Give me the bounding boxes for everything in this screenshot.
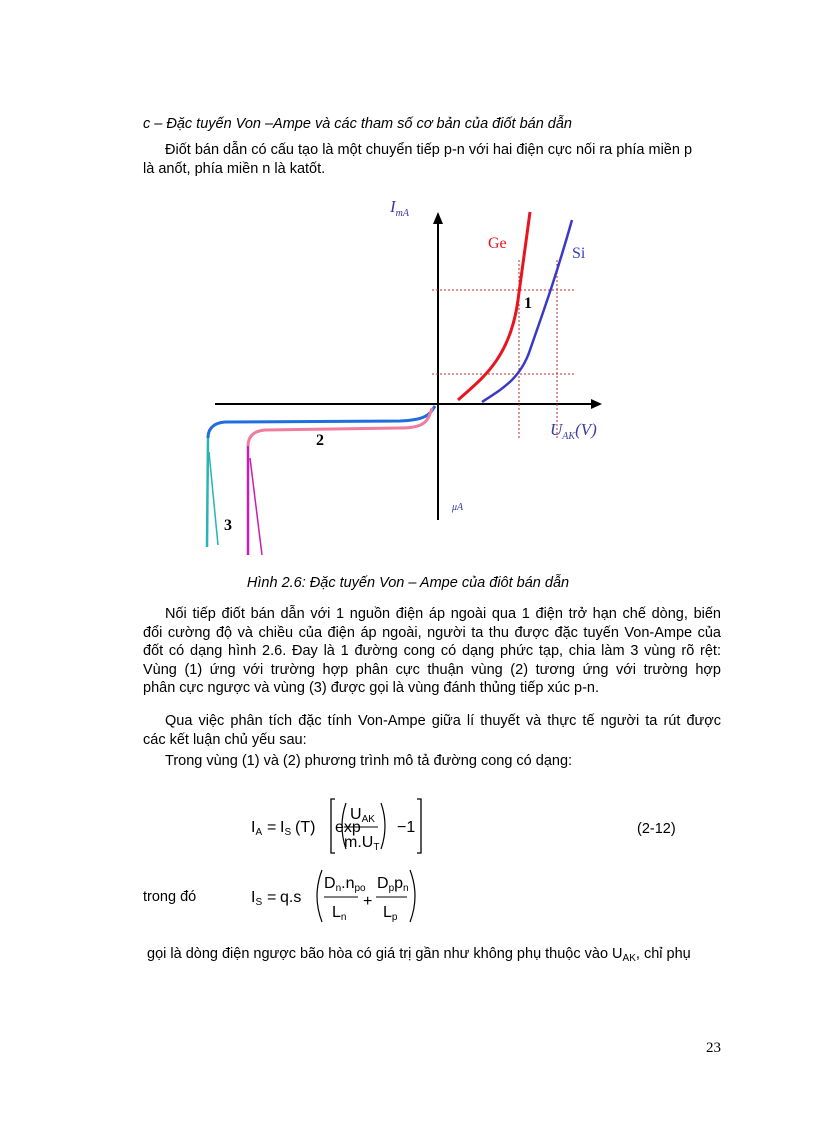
- paragraph-2: [143, 712, 721, 749]
- equation-number: (2-12): [637, 821, 676, 837]
- y-axis-arrow: [433, 212, 443, 224]
- last-line-sub: AK: [622, 953, 636, 964]
- intro-line-2: là anốt, phía miền n là katốt.: [143, 160, 326, 177]
- last-line: [143, 945, 721, 969]
- section-heading: c – Đặc tuyến Von –Ampe và các tham số cơ bản của điốt bán dẫn: [143, 116, 572, 132]
- eq1-numerator: UAK: [350, 806, 375, 825]
- para1-line-3: đốt có dạng hình 2.6. Đay là 1 đường cong có dạng phức tạp, chia làm 3 vùng rõ rệt:: [143, 643, 721, 659]
- page-number: 23: [706, 1040, 721, 1056]
- eq1-denominator: m.UT: [344, 834, 380, 853]
- x-axis-label: $U_{AK}(V)$: [550, 420, 597, 442]
- para2-line-1: Qua việc phân tích đặc tính Von-Ampe giữa lí thuyết và thực tế người ta rút được: [165, 713, 721, 729]
- pink-reverse-curve: [248, 408, 432, 446]
- equation-2-12: [245, 795, 435, 857]
- eq1-equals: =: [267, 819, 277, 836]
- eq2-den2: Lp: [383, 904, 398, 923]
- cyan-breakdown-line-2: [209, 452, 218, 545]
- para1-line-5: phân cực ngược và vùng (3) được gọi là vùng đánh thủng tiếp xúc p-n.: [143, 680, 600, 696]
- eq1-t: (T): [295, 819, 316, 836]
- si-label: Si: [572, 245, 586, 262]
- figure-caption: Hình 2.6: Đặc tuyến Von – Ampe của điôt bán dẫn: [246, 575, 570, 591]
- cyan-breakdown-line-1: [207, 438, 208, 547]
- y-axis-label: $I_{mA}$: [390, 197, 410, 219]
- paragraph-3: Trong vùng (1) và (2) phương trình mô tả đường cong có dạng:: [165, 753, 573, 769]
- eq2-right-paren: [410, 870, 415, 922]
- eq1-exp: exp: [335, 819, 361, 836]
- eq2-num2: Dppn: [377, 875, 409, 894]
- para1-line-4: Vùng (1) ứng với trường hợp phân cực thuận vùng (2) tương ứng với trường hợp: [143, 661, 721, 678]
- eq1-is: IS: [280, 819, 292, 838]
- para1-line-1: Nối tiếp điốt bán dẫn với 1 nguồn điện áp ngoài qua 1 điện trở hạn chế dòng, biến: [165, 606, 721, 622]
- intro-line-1: Điốt bán dẫn có cấu tạo là một chuyển tiếp p-n với hai điện cực nối ra phía miền p: [165, 142, 693, 158]
- intro-paragraph: [143, 141, 721, 178]
- eq2-equals: =: [267, 889, 277, 906]
- para2-line-2: các kết luận chủ yếu sau:: [143, 731, 307, 748]
- paragraph-1: [143, 605, 721, 698]
- last-line-text: gọi là dòng điện ngược bão hòa có giá trị gần như không phụ thuộc vào U: [147, 946, 623, 962]
- trong-do-label: trong đó: [143, 889, 197, 905]
- region-1-label: 1: [524, 295, 532, 312]
- eq2-qs: q.s: [280, 889, 302, 906]
- region-2-label: 2: [316, 432, 324, 449]
- ge-label: Ge: [488, 235, 507, 252]
- last-line-tail: , chỉ phụ: [635, 946, 691, 962]
- x-axis-arrow: [591, 399, 602, 409]
- magenta-breakdown-line-2: [250, 458, 262, 555]
- eq1-minus-one: −1: [397, 819, 416, 836]
- eq2-plus: +: [363, 893, 373, 910]
- eq1-right-bracket: [417, 799, 421, 853]
- para1-line-2: đổi cường độ và chiều của điện áp ngoài, người ta thu được đặc tuyến Von-Ampe của: [143, 624, 721, 641]
- eq2-lhs: IS: [251, 889, 263, 908]
- eq2-num1: Dn.npo: [324, 875, 366, 894]
- equation-saturation-current: [245, 866, 420, 926]
- eq1-lhs: IA: [251, 819, 263, 838]
- region-3-label: 3: [224, 517, 232, 534]
- micro-ampere-label: μA: [452, 502, 464, 513]
- eq2-den1: Ln: [332, 904, 347, 923]
- eq2-left-paren: [317, 870, 322, 922]
- diode-iv-characteristic-figure: [170, 190, 630, 565]
- eq1-right-paren: [381, 803, 385, 849]
